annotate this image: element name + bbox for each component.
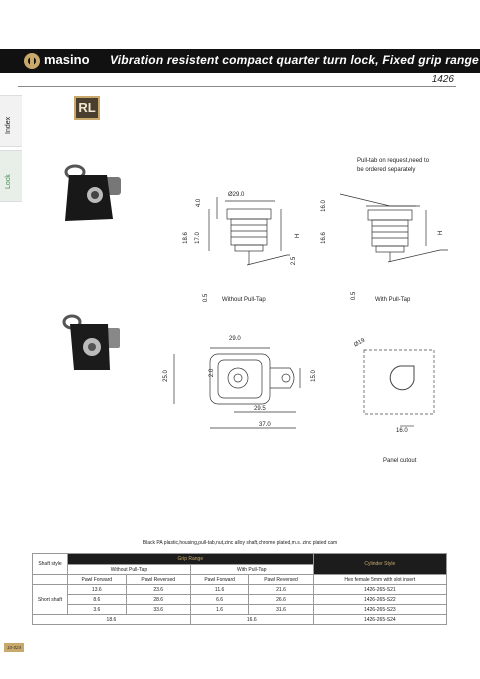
header-hex: Hex female 5mm with slot insert [313, 575, 446, 585]
product-code: 1426 [431, 74, 454, 85]
tab-index[interactable] [0, 95, 22, 147]
table-cell: 13.6 [68, 585, 127, 595]
table-row [33, 595, 447, 605]
header-with-pull-tap: With Pull-Tap [190, 565, 313, 575]
spec-table [32, 553, 447, 625]
dim-h: H [295, 233, 302, 239]
table-row [33, 585, 447, 595]
table-cell: 31.6 [249, 605, 313, 615]
label-panel-cutout: Panel cutout [383, 458, 417, 464]
header-shaft-style: Shaft style [33, 554, 68, 575]
table-cell: 16.6 [190, 615, 313, 625]
table-row [33, 605, 447, 615]
dim-25: 25.0 [162, 370, 169, 382]
table-cell: 28.6 [126, 595, 190, 605]
brand-logo-icon [24, 53, 40, 69]
dim-17: 17.0 [194, 232, 201, 244]
page-number: 10-024 [4, 643, 24, 652]
dim-d19: Ø19 [353, 337, 367, 349]
header-pawl-forward-2: Pawl Forward [190, 575, 249, 585]
short-shaft-label: Short shaft [33, 585, 68, 615]
drawing-side-view-with [330, 180, 460, 270]
header-pawl-reversed-2: Pawl Reversed [249, 575, 313, 585]
table-row [33, 615, 447, 625]
dim-4: 4.0 [196, 198, 203, 208]
table-cell: 26.6 [249, 595, 313, 605]
dim-0-5: 0.5 [203, 293, 210, 303]
table-cell: 21.6 [249, 585, 313, 595]
tab-lock-label: Lock [5, 174, 12, 189]
pull-tab-note-line-2: be ordered separately [357, 167, 416, 173]
dim-37: 37.0 [259, 422, 271, 428]
table-cell: 1.6 [190, 605, 249, 615]
label-with-pull-tap: With Pull-Tap [375, 297, 411, 303]
dim-15: 15.0 [310, 370, 317, 382]
dim-16: 16.0 [320, 200, 327, 212]
rl-badge: RL [74, 96, 100, 120]
dim-2: 2.0 [209, 368, 216, 378]
dim-h-2: H [438, 230, 445, 236]
table-cell: 18.6 [33, 615, 191, 625]
material-spec-note: Black PA plastic,housing,pull-tab,nut,zinc alloy shaft,chrome plated,m.s. zinc plated cam [142, 540, 338, 546]
table-cell: 1426-265-S22 [313, 595, 446, 605]
table-cell: 23.6 [126, 585, 190, 595]
table-cell: 1426-265-S23 [313, 605, 446, 615]
table-cell: 6.6 [190, 595, 249, 605]
product-photo-lock-2 [60, 310, 130, 380]
header-pawl-forward-1: Pawl Forward [68, 575, 127, 585]
drawing-front-view [170, 340, 310, 435]
dim-2-5: 2.5 [291, 256, 298, 266]
dim-d29: Ø29.0 [228, 192, 245, 198]
header-pawl-reversed-1: Pawl Reversed [126, 575, 190, 585]
dim-29: 29.0 [229, 336, 241, 342]
table-cell: 8.6 [68, 595, 127, 605]
product-photo-lock-1 [55, 155, 130, 230]
brand-name: masino [44, 52, 90, 67]
table-cell: 1426-265-S21 [313, 585, 446, 595]
tab-index-label: Index [5, 116, 12, 134]
table-cell: 3.6 [68, 605, 127, 615]
table-cell: 11.6 [190, 585, 249, 595]
drawing-panel-cutout [350, 337, 450, 435]
page-title: Vibration resistent compact quarter turn lock, Fixed grip range [110, 53, 479, 67]
dim-16-6: 16.6 [320, 232, 327, 244]
pull-tab-note-line-1: Pull-tab on request,need to [357, 158, 430, 164]
header-grip-range: Grip Range [68, 554, 314, 565]
header-cylinder-style: Cylinder Style [313, 554, 446, 575]
label-without-pull-tap: Without Pull-Tap [222, 297, 266, 303]
header-without-pull-tap: Without Pull-Tap [68, 565, 191, 575]
dim-29-5: 29.5 [254, 406, 266, 412]
dim-18-6: 18.6 [182, 232, 189, 244]
tab-lock[interactable] [0, 150, 22, 202]
dim-16-cutout: 16.0 [396, 428, 408, 434]
header-divider [18, 86, 456, 87]
dim-0-5-b: 0.5 [351, 291, 358, 301]
table-cell: 1426-265-S24 [313, 615, 446, 625]
empty-cell [33, 575, 68, 585]
table-cell: 33.6 [126, 605, 190, 615]
